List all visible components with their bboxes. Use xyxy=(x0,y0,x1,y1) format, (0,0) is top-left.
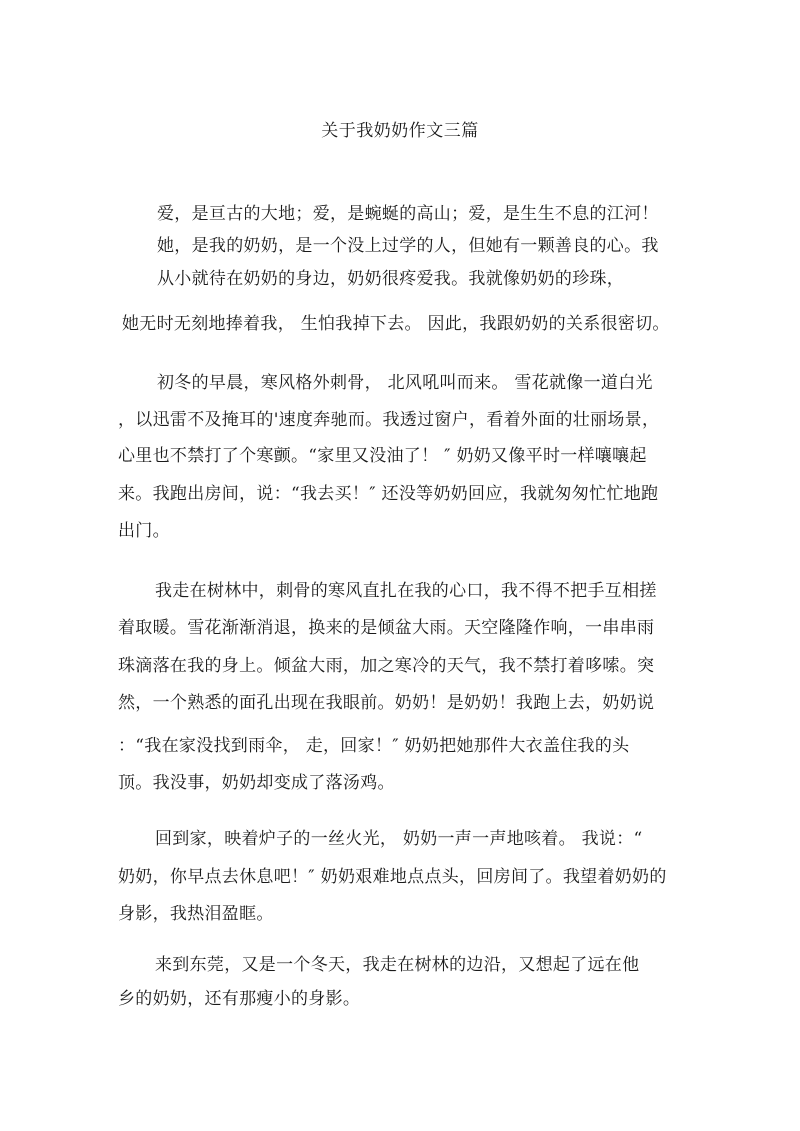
paragraph-line: 奶奶，你早点去休息吧！″ 奶奶艰难地点点头，回房间了。我望着奶奶的 xyxy=(118,867,667,887)
paragraph-line: 她，是我的奶奶，是一个没上过学的人，但她有一颗善良的心。我 xyxy=(157,236,659,256)
paragraph-line: 来到东莞，又是一个冬天，我走在树林的边沿，又想起了远在他 xyxy=(155,955,640,975)
paragraph-line: 身影，我热泪盈眶。 xyxy=(118,904,274,924)
paragraph-line: 出门。 xyxy=(118,521,170,541)
paragraph-line: 她无时无刻地捧着我， 生怕我掉下去。 因此，我跟奶奶的关系很密切。 xyxy=(122,314,670,334)
paragraph-line: 来。我跑出房间，说：“我去买！″ 还没等奶奶回应，我就匆匆忙忙地跑 xyxy=(118,484,659,504)
document-title: 关于我奶奶作文三篇 xyxy=(321,121,479,141)
paragraph-line: ：“我在家没找到雨伞， 走，回家！″ 奶奶把她那件大衣盖住我的头 xyxy=(118,736,630,756)
paragraph-line: 心里也不禁打了个寒颤。“家里又没油了！ ″ 奶奶又像平时一样嚷嚷起 xyxy=(118,446,647,466)
paragraph-line: 着取暖。雪花渐渐消退，换来的是倾盆大雨。天空隆隆作响，一串串雨 xyxy=(118,618,655,638)
paragraph-line: 然，一个熟悉的面孔出现在我眼前。奶奶！是奶奶！我跑上去，奶奶说 xyxy=(118,693,655,713)
paragraph-line: 顶。我没事，奶奶却变成了落汤鸡。 xyxy=(118,773,395,793)
paragraph-line: 爱，是亘古的大地；爱，是蜿蜒的高山；爱，是生生不息的江河！ xyxy=(157,204,659,224)
paragraph-line: 初冬的早晨，寒风格外刺骨， 北风吼叫而来。 雪花就像一道白光 xyxy=(157,373,653,393)
paragraph-line: 从小就待在奶奶的身边，奶奶很疼爱我。我就像奶奶的珍珠， xyxy=(157,269,625,289)
paragraph-line: 回到家，映着炉子的一丝火光， 奶奶一声一声地咳着。 我说：“ xyxy=(155,829,643,849)
paragraph-line: 我走在树林中，刺骨的寒风直扎在我的心口，我不得不把手互相搓 xyxy=(155,581,657,601)
paragraph-line: 乡的奶奶，还有那瘦小的身影。 xyxy=(118,989,361,1009)
paragraph-line: 珠滴落在我的身上。倾盆大雨，加之寒冷的天气，我不禁打着哆嗦。突 xyxy=(118,656,655,676)
paragraph-line: ，以迅雷不及掩耳的'速度奔驰而。我透过窗户，看着外面的壮丽场景， xyxy=(118,410,660,430)
